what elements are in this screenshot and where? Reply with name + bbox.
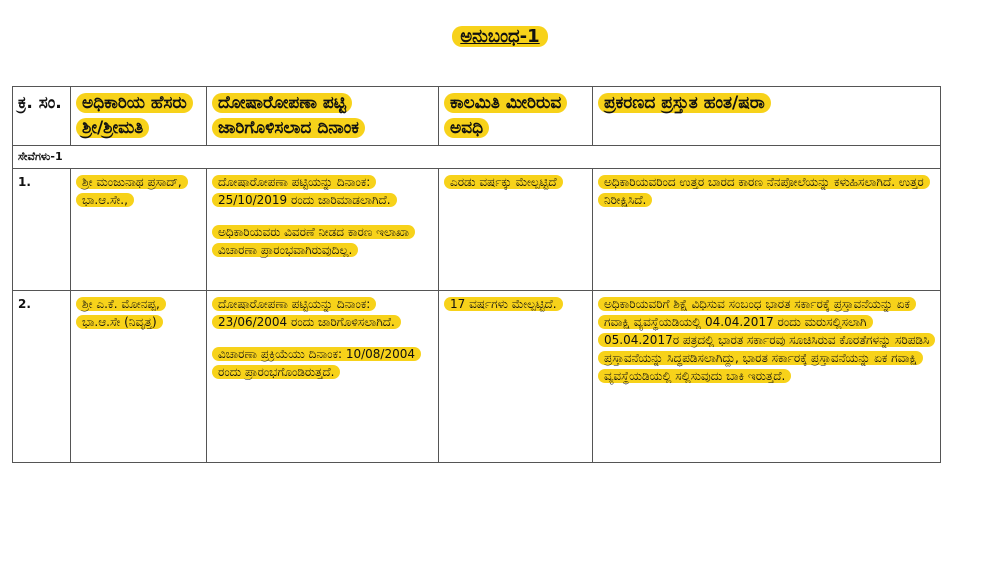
table-header-row — [13, 87, 941, 146]
row-charge-sheet — [207, 291, 439, 463]
row-serial-no: 1. — [13, 169, 71, 291]
inquiry-status-text: ವಿಚಾರಣಾ ಪ್ರಕ್ರಿಯೆಯು ದಿನಾಂಕ: 10/08/2004 ರಂದು ಪ್ರಾರಂಭಗೊಂಡಿರುತ್ತದೆ. — [212, 347, 421, 379]
header-serial-no: ಕ್ರ. ಸಂ. — [13, 87, 71, 146]
row-status: ಅಧಿಕಾರಿಯವರಿಂದ ಉತ್ತರ ಬಾರದ ಕಾರಣ ನೆನಪೋಲೆಯನ್ನು ಕಳುಹಿಸಲಾಗಿದೆ. ಉತ್ತರ ನಿರೀಕ್ಷಿಸಿದೆ. — [593, 169, 941, 291]
inquiry-status-text: ಅಧಿಕಾರಿಯವರು ವಿವರಣೆ ನೀಡದ ಕಾರಣ ಇಲಾಖಾ ವಿಚಾರಣಾ ಪ್ರಾರಂಭವಾಗಿರುವುದಿಲ್ಲ. — [212, 225, 415, 257]
header-charge-sheet-date: ದೋಷಾರೋಪಣಾ ಪಟ್ಟಿ ಜಾರಿಗೊಳಿಸಲಾದ ದಿನಾಂಕ — [207, 87, 439, 146]
document-title — [0, 26, 1000, 47]
row-status: ಅಧಿಕಾರಿಯವರಿಗೆ ಶಿಕ್ಷೆ ವಿಧಿಸುವ ಸಂಬಂಧ ಭಾರತ ಸರ್ಕಾರಕ್ಕೆ ಪ್ರಸ್ತಾವನೆಯನ್ನು ಏಕ ಗವಾಕ್ಷಿ ವ್ಯವಸ್ಥೆಯಡಿಯಲ್ಲಿ 04.04.2017 ರಂದು ಮರುಸಲ್ಲಿಸಲಾಗಿ 05.04.2017ರ ಪತ್ರದಲ್ಲಿ ಭಾರತ ಸರ್ಕಾರವು ಸೂಚಿಸಿರುವ ಕೊರತೆಗಳನ್ನು ಸರಿಪಡಿಸಿ ಪ್ರಸ್ತಾವನೆಯನ್ನು ಸಿದ್ಧಪಡಿಸಲಾಗಿದ್ದು, ಭಾರತ ಸರ್ಕಾರಕ್ಕೆ ಪ್ರಸ್ತಾವನೆಯನ್ನು ಏಕ ಗವಾಕ್ಷಿ ವ್ಯವಸ್ಥೆಯಡಿಯಲ್ಲಿ ಸಲ್ಲಿಸುವುದು ಬಾಕಿ ಇರುತ್ತದೆ. — [593, 291, 941, 463]
header-current-status: ಪ್ರಕರಣದ ಪ್ರಸ್ತುತ ಹಂತ/ಷರಾ — [593, 87, 941, 146]
row-officer-name: ಶ್ರೀ ಮಂಜುನಾಥ ಪ್ರಸಾದ್, ಭಾ.ಆ.ಸೇ., — [71, 169, 207, 291]
header-officer-name: ಅಧಿಕಾರಿಯ ಹೆಸರು ಶ್ರೀ/ಶ್ರೀಮತಿ — [71, 87, 207, 146]
section-label: ಸೇವೆಗಳು-1 — [13, 146, 941, 169]
row-period: 17 ವರ್ಷಗಳು ಮೇಲ್ಪಟ್ಟಿದೆ. — [439, 291, 593, 463]
row-serial-no: 2. — [13, 291, 71, 463]
charge-sheet-issued-text: ದೋಷಾರೋಪಣಾ ಪಟ್ಟಿಯನ್ನು ದಿನಾಂಕ: 23/06/2004 ರಂದು ಜಾರಿಗೊಳಿಸಲಾಗಿದೆ. — [212, 297, 401, 329]
annexure-table — [12, 86, 941, 463]
table-row — [13, 169, 941, 291]
table-row — [13, 291, 941, 463]
annexure-title: ಅನುಬಂಧ-1 — [452, 26, 547, 47]
row-officer-name: ಶ್ರೀ ಎ.ಕೆ. ಮೋನಪ್ಪ, ಭಾ.ಆ.ಸೇ (ನಿವೃತ್ತ) — [71, 291, 207, 463]
row-period: ಎರಡು ವರ್ಷಕ್ಕು ಮೇಲ್ಪಟ್ಟಿದೆ — [439, 169, 593, 291]
header-time-limit-exceeded: ಕಾಲಮಿತಿ ಮೀರಿರುವ ಅವಧಿ — [439, 87, 593, 146]
row-charge-sheet — [207, 169, 439, 291]
charge-sheet-issued-text: ದೋಷಾರೋಪಣಾ ಪಟ್ಟಿಯನ್ನು ದಿನಾಂಕ: 25/10/2019 ರಂದು ಜಾರಿಮಾಡಲಾಗಿದೆ. — [212, 175, 397, 207]
section-row — [13, 146, 941, 169]
